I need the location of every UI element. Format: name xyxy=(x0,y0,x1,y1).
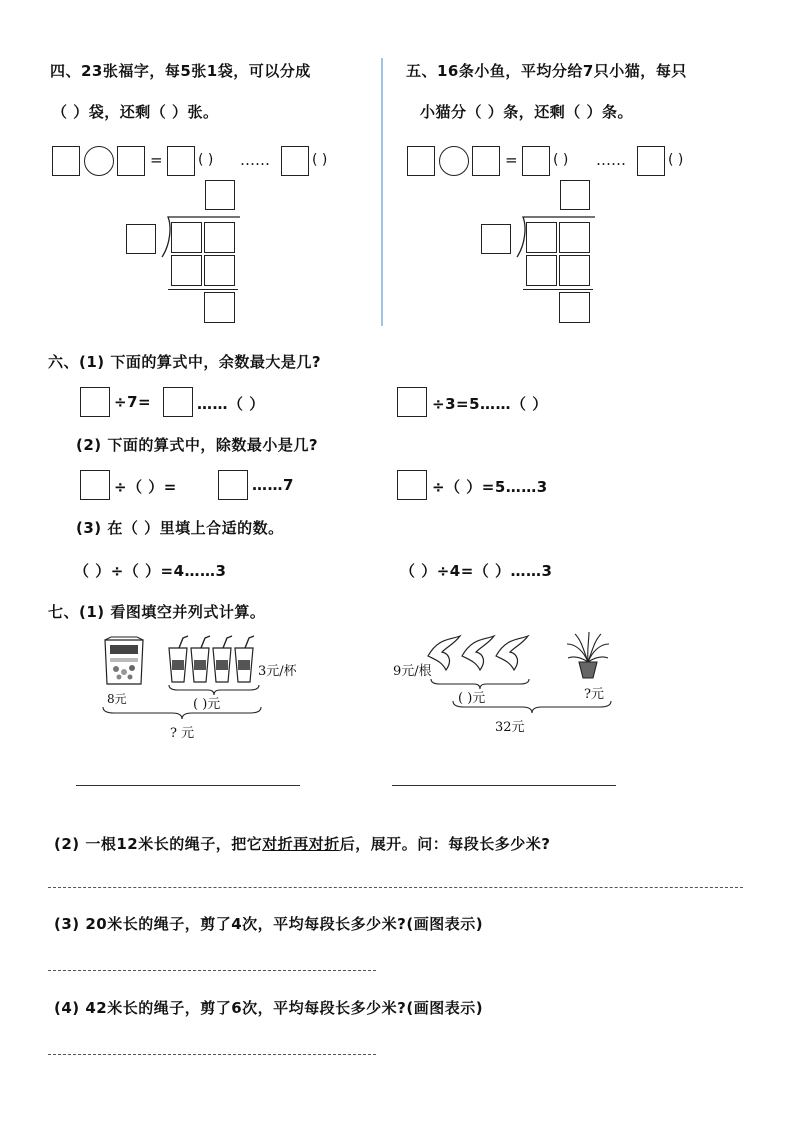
q7-p2-prefix: (2) 一根12米长的绳子，把它 xyxy=(54,835,263,853)
q4-eq-operator-circle[interactable] xyxy=(84,146,114,176)
q4-ld-dividend-ones-box[interactable] xyxy=(204,222,235,253)
q4-line1: 四、23张福字，每5张1袋，可以分成 xyxy=(50,62,311,80)
q6-p1-left-expr: ÷7= xyxy=(114,393,152,411)
q5-line2: 小猫分（ ）条，还剩（ ）条。 xyxy=(420,103,633,121)
q4-ld-quotient-box[interactable] xyxy=(205,180,235,210)
q6-p3-title: (3) 在（ ）里填上合适的数。 xyxy=(76,519,284,537)
q7-p2-answer-dashline[interactable] xyxy=(48,887,743,888)
q5-ld-quotient-box[interactable] xyxy=(560,180,590,210)
q5-ld-dividend-ones-box[interactable] xyxy=(559,222,590,253)
q4-eq-quotient-box[interactable] xyxy=(167,146,195,176)
q7-right-plant-price: ?元 xyxy=(584,687,604,702)
q5-eq-divisor-box[interactable] xyxy=(472,146,500,176)
q7-p3: (3) 20米长的绳子，剪了4次，平均每段长多少米?(画图表示) xyxy=(54,915,484,933)
q5-eq-equals: = xyxy=(505,151,518,169)
q4-eq-quotient-unit[interactable]: ( ) xyxy=(198,152,214,168)
q7-right-sub-total[interactable]: ( )元 xyxy=(458,691,486,706)
q4-eq-remainder-box[interactable] xyxy=(281,146,309,176)
q4-eq-divisor-box[interactable] xyxy=(117,146,145,176)
q7-p4-answer-dashline[interactable] xyxy=(48,1054,376,1055)
q5-eq-operator-circle[interactable] xyxy=(439,146,469,176)
q7-left-sub-total[interactable]: ( )元 xyxy=(193,697,221,712)
palm-plant-icon xyxy=(565,632,611,680)
q7-p2-suffix: 后，展开。问：每段长多少米? xyxy=(339,835,551,853)
q6-p2-title: (2) 下面的算式中，除数最小是几? xyxy=(76,436,319,454)
q7-right-total-brace xyxy=(452,700,612,714)
q6-p2-right-expr: ÷（ ）=5……3 xyxy=(432,478,548,496)
q5-ld-product-tens-box[interactable] xyxy=(526,255,557,286)
q5-ld-divisor-box[interactable] xyxy=(481,224,511,254)
q7-right-answer-line[interactable] xyxy=(392,785,616,786)
q4-ld-divisor-box[interactable] xyxy=(126,224,156,254)
q5-ld-product-ones-box[interactable] xyxy=(559,255,590,286)
q7-left-cup-price: 3元/杯 xyxy=(258,664,297,679)
q6-p3-right-expr: （ ）÷4=（ ）……3 xyxy=(400,562,553,580)
snack-bag-icon xyxy=(101,636,147,688)
q5-eq-dots: …… xyxy=(596,151,626,169)
q6-p1-title: 六、(1) 下面的算式中，余数最大是几? xyxy=(48,353,322,371)
q7-right-each-price: 9元/根 xyxy=(393,664,432,679)
q6-p2-left-tail: ……7 xyxy=(252,476,294,494)
q6-p1-left-quotient-box[interactable] xyxy=(163,387,193,417)
q4-ld-product-tens-box[interactable] xyxy=(171,255,202,286)
q4-ld-subtract-line xyxy=(168,289,238,290)
q5-line1: 五、16条小鱼，平均分给7只小猫，每只 xyxy=(406,62,687,80)
q7-p4: (4) 42米长的绳子，剪了6次，平均每段长多少米?(画图表示) xyxy=(54,999,484,1017)
q6-p2-left-expr: ÷（ ）= xyxy=(114,478,177,496)
q4-eq-equals: = xyxy=(150,151,163,169)
q7-right-total: 32元 xyxy=(495,720,525,735)
q7-p3-answer-dashline[interactable] xyxy=(48,970,376,971)
q5-eq-quotient-unit[interactable]: ( ) xyxy=(553,152,569,168)
q6-p1-right-expr: ÷3=5……（ ） xyxy=(432,395,548,413)
q5-ld-dividend-tens-box[interactable] xyxy=(526,222,557,253)
column-divider xyxy=(381,58,383,326)
q6-p2-left-dividend-box[interactable] xyxy=(80,470,110,500)
q5-eq-remainder-unit[interactable]: ( ) xyxy=(668,152,684,168)
q4-eq-remainder-unit[interactable]: ( ) xyxy=(312,152,328,168)
q5-eq-dividend-box[interactable] xyxy=(407,146,435,176)
q4-ld-remainder-box[interactable] xyxy=(204,292,235,323)
q5-ld-subtract-line xyxy=(523,289,593,290)
drink-cups-icon xyxy=(167,638,262,684)
q7-left-total-brace xyxy=(102,706,262,720)
q7-p2 xyxy=(54,833,550,854)
q7-left-answer-line[interactable] xyxy=(76,785,300,786)
q5-ld-remainder-box[interactable] xyxy=(559,292,590,323)
q5-eq-remainder-box[interactable] xyxy=(637,146,665,176)
q4-ld-product-ones-box[interactable] xyxy=(204,255,235,286)
q6-p1-right-dividend-box[interactable] xyxy=(397,387,427,417)
q7-p2-underline: 对折再对折 xyxy=(262,835,340,853)
q6-p1-left-tail: ……（ ） xyxy=(197,395,265,413)
q6-p1-left-dividend-box[interactable] xyxy=(80,387,110,417)
q7-left-total: ? 元 xyxy=(170,726,195,741)
q6-p3-left-expr: （ ）÷（ ）=4……3 xyxy=(74,562,227,580)
q4-ld-dividend-tens-box[interactable] xyxy=(171,222,202,253)
q4-eq-dividend-box[interactable] xyxy=(52,146,80,176)
q4-eq-dots: …… xyxy=(240,151,270,169)
q6-p2-right-dividend-box[interactable] xyxy=(397,470,427,500)
q6-p2-left-quotient-box[interactable] xyxy=(218,470,248,500)
q4-line2: （ ）袋，还剩（ ）张。 xyxy=(52,103,219,121)
q7-p1-title: 七、(1) 看图填空并列式计算。 xyxy=(48,603,266,621)
q5-eq-quotient-box[interactable] xyxy=(522,146,550,176)
q7-left-bag-price: 8元 xyxy=(107,692,127,706)
sugarcane-icon xyxy=(424,634,529,674)
